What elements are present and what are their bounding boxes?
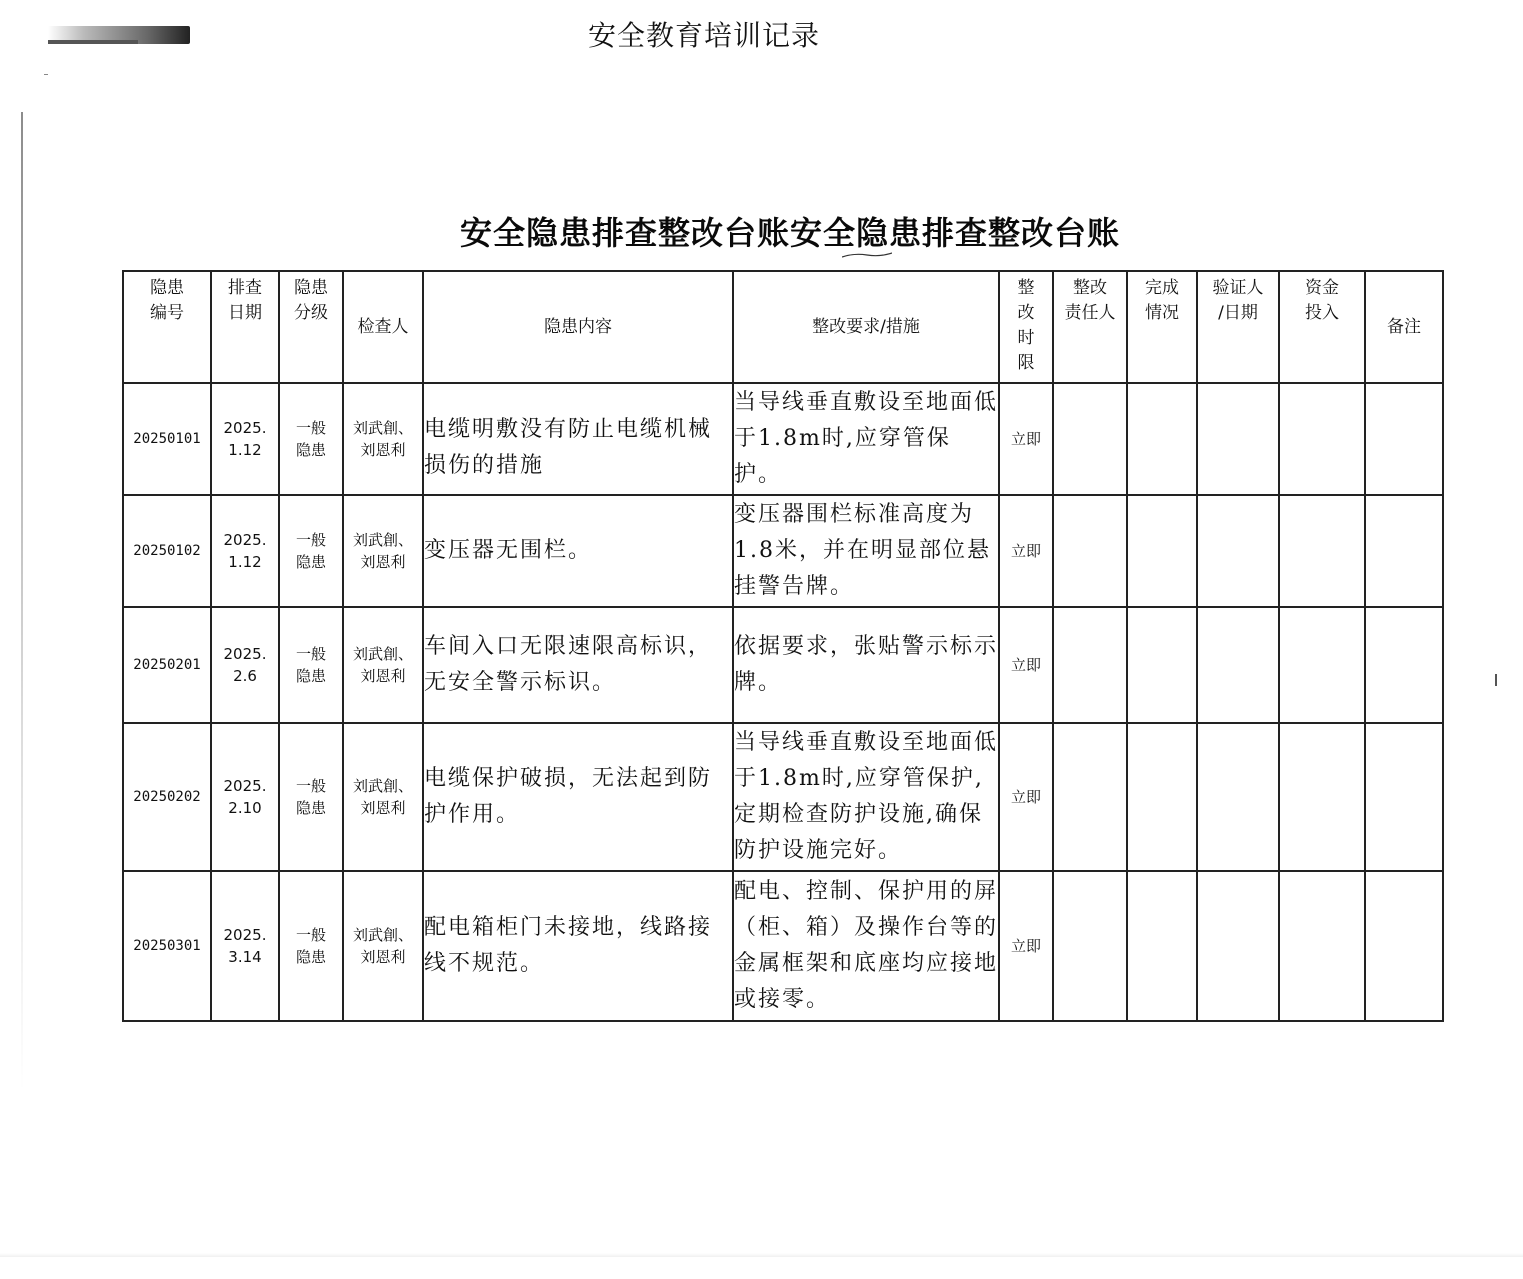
inspector-cell: 刘武創、 刘恩利 <box>343 607 423 723</box>
table-row <box>123 495 1443 607</box>
check-date-cell: 2025. 1.12 <box>211 383 279 495</box>
scan-speck-right <box>1495 674 1497 686</box>
deadline-cell: 立即 <box>999 723 1053 871</box>
deadline-cell: 立即 <box>999 495 1053 607</box>
rectification-cell: 变压器围栏标准高度为1.8米，并在明显部位悬挂警告牌。 <box>733 495 999 607</box>
funding-cell <box>1279 383 1365 495</box>
check-date-cell: 2025. 1.12 <box>211 495 279 607</box>
responsible-cell <box>1053 871 1127 1021</box>
rectification-cell: 当导线垂直敷设至地面低于1.8m时,应穿管保护,定期检查防护设施,确保防护设施完好。 <box>733 723 999 871</box>
hazard-id-cell: 20250101 <box>123 383 211 495</box>
hazard-id-cell: 20250202 <box>123 723 211 871</box>
hazard-content-cell: 变压器无围栏。 <box>423 495 733 607</box>
rectification-cell: 配电、控制、保护用的屏（柜、箱）及操作台等的金属框架和底座均应接地或接零。 <box>733 871 999 1021</box>
hazard-ledger-table <box>122 270 1444 1022</box>
funding-cell <box>1279 723 1365 871</box>
table-row <box>123 871 1443 1021</box>
document-title: 安全隐患排查整改台账安全隐患排查整改台账 <box>460 214 1121 252</box>
hazard-id-cell: 20250201 <box>123 607 211 723</box>
header-responsible: 整改 责任人 <box>1053 271 1127 383</box>
table-row <box>123 383 1443 495</box>
table-row <box>123 607 1443 723</box>
header-hazard-content: 隐患内容 <box>423 271 733 383</box>
table-row <box>123 723 1443 871</box>
page-header-title: 安全教育培训记录 <box>588 19 821 52</box>
check-date-cell: 2025. 2.6 <box>211 607 279 723</box>
header-funding: 资金 投入 <box>1279 271 1365 383</box>
check-date-cell: 2025. 3.14 <box>211 871 279 1021</box>
page-margin-line <box>21 112 23 1092</box>
hazard-level-cell: 一般 隐患 <box>279 607 343 723</box>
header-hazard-level: 隐患 分级 <box>279 271 343 383</box>
hazard-id-cell: 20250301 <box>123 871 211 1021</box>
hazard-content-cell: 电缆明敷没有防止电缆机械损伤的措施 <box>423 383 733 495</box>
verifier-cell <box>1197 723 1279 871</box>
inspector-cell: 刘武創、 刘恩利 <box>343 383 423 495</box>
funding-cell <box>1279 607 1365 723</box>
responsible-cell <box>1053 723 1127 871</box>
verifier-cell <box>1197 495 1279 607</box>
completion-cell <box>1127 871 1197 1021</box>
header-verifier: 验证人 /日期 <box>1197 271 1279 383</box>
header-hazard-id: 隐患 编号 <box>123 271 211 383</box>
table-header-row <box>123 271 1443 383</box>
verifier-cell <box>1197 607 1279 723</box>
remarks-cell <box>1365 607 1443 723</box>
header-completion: 完成 情况 <box>1127 271 1197 383</box>
scan-bottom-edge <box>0 1253 1523 1257</box>
rectification-cell: 当导线垂直敷设至地面低于1.8m时,应穿管保护。 <box>733 383 999 495</box>
completion-cell <box>1127 383 1197 495</box>
rectification-cell: 依据要求，张贴警示标示牌。 <box>733 607 999 723</box>
responsible-cell <box>1053 495 1127 607</box>
header-check-date: 排查 日期 <box>211 271 279 383</box>
pen-scribble <box>842 252 892 258</box>
scan-speck <box>44 74 48 75</box>
funding-cell <box>1279 871 1365 1021</box>
remarks-cell <box>1365 871 1443 1021</box>
remarks-cell <box>1365 495 1443 607</box>
deadline-cell: 立即 <box>999 607 1053 723</box>
hazard-level-cell: 一般 隐患 <box>279 383 343 495</box>
deadline-cell: 立即 <box>999 383 1053 495</box>
inspector-cell: 刘武創、 刘恩利 <box>343 723 423 871</box>
responsible-cell <box>1053 607 1127 723</box>
hazard-level-cell: 一般 隐患 <box>279 723 343 871</box>
hazard-level-cell: 一般 隐患 <box>279 871 343 1021</box>
remarks-cell <box>1365 723 1443 871</box>
completion-cell <box>1127 723 1197 871</box>
hazard-content-cell: 配电箱柜门未接地，线路接线不规范。 <box>423 871 733 1021</box>
inspector-cell: 刘武創、 刘恩利 <box>343 871 423 1021</box>
header-deadline: 整 改 时 限 <box>999 271 1053 383</box>
verifier-cell <box>1197 383 1279 495</box>
completion-cell <box>1127 607 1197 723</box>
hazard-id-cell: 20250102 <box>123 495 211 607</box>
scan-artifact-underline <box>48 40 138 44</box>
funding-cell <box>1279 495 1365 607</box>
check-date-cell: 2025. 2.10 <box>211 723 279 871</box>
header-rectification: 整改要求/措施 <box>733 271 999 383</box>
responsible-cell <box>1053 383 1127 495</box>
hazard-content-cell: 车间入口无限速限高标识，无安全警示标识。 <box>423 607 733 723</box>
deadline-cell: 立即 <box>999 871 1053 1021</box>
header-remarks: 备注 <box>1365 271 1443 383</box>
verifier-cell <box>1197 871 1279 1021</box>
inspector-cell: 刘武創、 刘恩利 <box>343 495 423 607</box>
hazard-content-cell: 电缆保护破损，无法起到防护作用。 <box>423 723 733 871</box>
hazard-level-cell: 一般 隐患 <box>279 495 343 607</box>
remarks-cell <box>1365 383 1443 495</box>
header-inspector: 检查人 <box>343 271 423 383</box>
completion-cell <box>1127 495 1197 607</box>
